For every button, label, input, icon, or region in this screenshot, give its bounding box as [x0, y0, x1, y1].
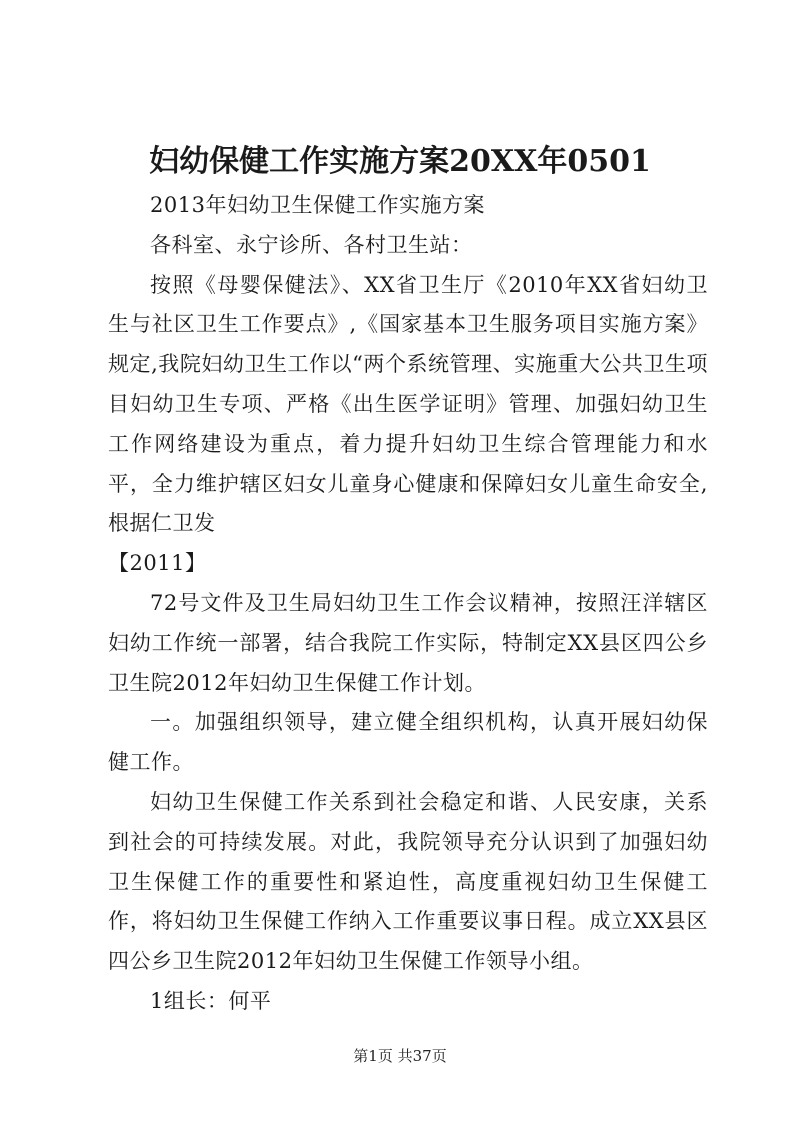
paragraph-importance: 妇幼卫生保健工作关系到社会稳定和谐、人民安康，关系到社会的可持续发展。对此，我院领导充分认识到了加强妇幼卫生保健工作的重要性和紧迫性，高度重视妇幼卫生保健工作，将妇幼卫生保健工作纳入工作重要议事日程。成立XX县区四公乡卫生院2012年妇幼卫生保健工作领导小组。 — [108, 789, 708, 974]
paragraph-section-one-heading: 一。加强组织领导，建立健全组织机构，认真开展妇幼保健工作。 — [108, 710, 708, 775]
paragraph-addressees: 各科室、永宁诊所、各村卫生站： — [150, 232, 473, 257]
paragraph-plan-heading: 2013年妇幼卫生保健工作实施方案 — [150, 193, 485, 217]
paragraph-plan-purpose: 72号文件及卫生局妇幼卫生工作会议精神，按照汪洋辖区妇幼工作统一部署，结合我院工作实际，特制定XX县区四公乡卫生院2012年妇幼卫生保健工作计划。 — [108, 590, 708, 695]
paragraph-document-year: 【2011】 — [108, 551, 207, 576]
page-footer: 第1页 共37页 — [353, 1047, 447, 1065]
document-title: 妇幼保健工作实施方案20XX年0501 — [149, 144, 651, 179]
document-body — [108, 186, 708, 1022]
paragraph-basis: 按照《母婴保健法》、XX省卫生厅《2010年XX省妇幼卫生与社区卫生工作要点》,《国家基本卫生服务项目实施方案》规定,我院妇幼卫生工作以“两个系统管理、实施重大公共卫生项目妇幼卫生专项、严格《出生医学证明》管理、加强妇幼卫生工作网络建设为重点，着力提升妇幼卫生综合管理能力和水平，全力维护辖区妇女儿童身心健康和保障妇女儿童生命安全,根据仁卫发 — [108, 272, 708, 536]
paragraph-group-leader: 1组长：何平 — [150, 988, 272, 1013]
